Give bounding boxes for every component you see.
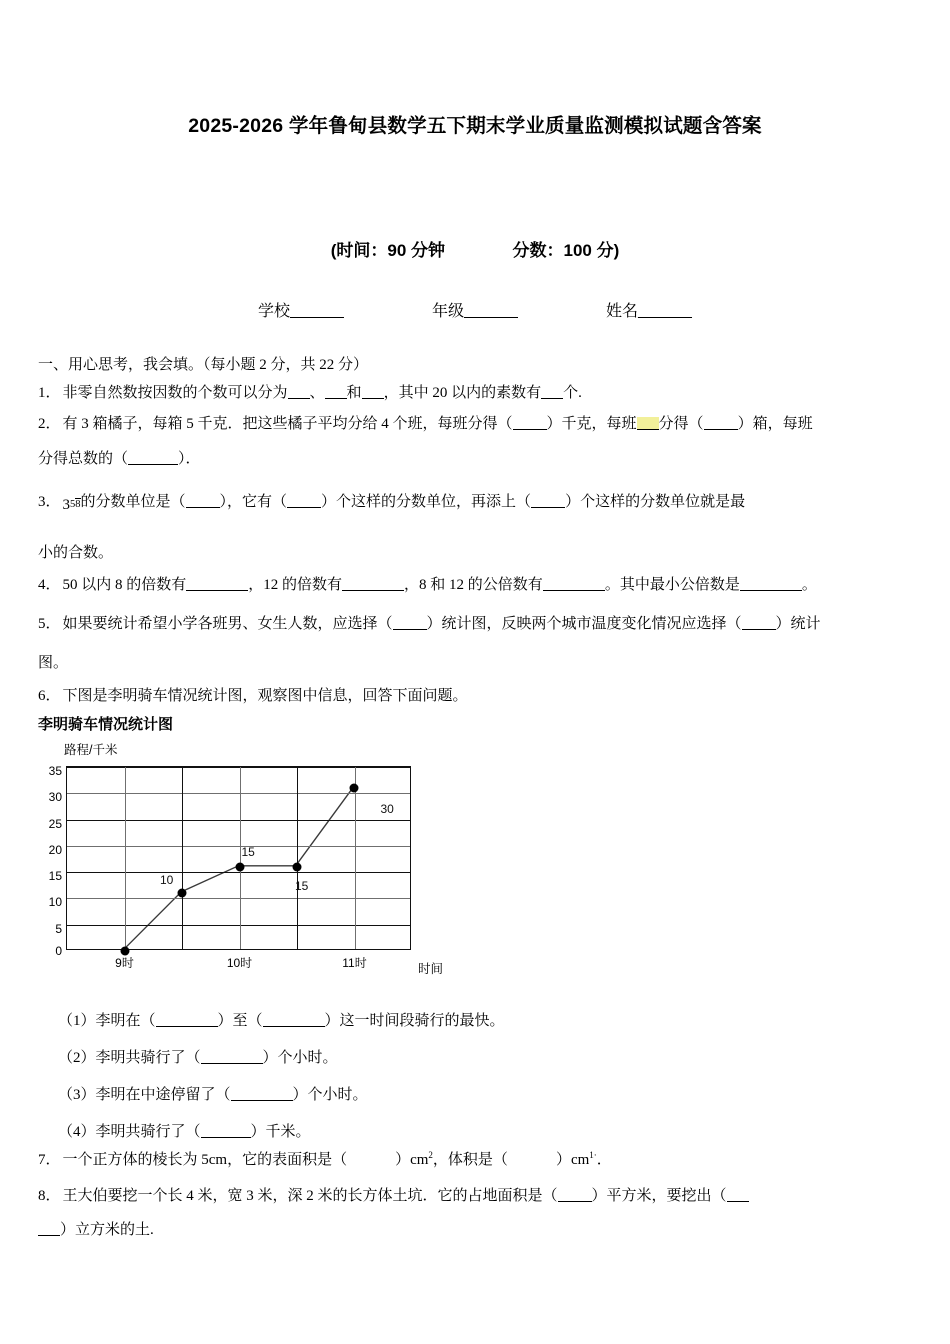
question-1-blank-2[interactable] [325,398,347,399]
question-8-text-a: 王大伯要挖一个长 4 米，宽 3 米，深 2 米的长方体土坑．它的占地面积是（ [62,1188,558,1204]
question-4-text-b: ，12 的倍数有 [248,577,343,593]
chart-gridline-v-1 [125,767,126,949]
question-3-blank-3[interactable] [531,507,565,508]
chart-gridline-h-10 [67,898,410,899]
question-5-text-c: ）统计 [775,616,821,632]
question-6-sub-4-number: （4） [58,1124,96,1140]
chart-data-label: 10 [159,873,174,888]
question-8-blank-2a[interactable] [727,1201,749,1202]
question-6-sub-1-text-b: ）至（ [217,1013,263,1029]
mixed-number [63,490,81,521]
question-6-sub-3-text-a: 李明在中途停留了（ [95,1087,231,1103]
fraction [70,499,81,510]
chart-ytick-35: 35 [48,764,62,778]
field-grade [432,298,518,321]
chart-gridline-v-3 [240,767,241,949]
field-school [258,298,344,321]
question-7-text-e: ． [596,1152,612,1168]
question-7-number: 7． [38,1152,61,1168]
question-2-line2 [38,444,918,475]
field-name-blank[interactable]: ______ [638,303,693,320]
question-4-text-e: 。 [801,577,817,593]
chart-ytick-20: 20 [48,842,62,857]
chart-data-point [120,947,129,956]
question-4-text-a: 50 以内 8 的倍数有 [62,577,187,593]
chart-x-axis-label: 时间 [418,962,444,976]
chart-data-point [177,889,186,898]
question-5-text-a: 如果要统计希望小学各班男、女生人数，应选择（ [62,616,393,632]
question-1 [38,378,918,409]
question-1-text-d: ，其中 20 以内的素数有 [383,385,542,401]
chart-xtick-2: 11时 [342,956,367,970]
chart-data-point [350,784,359,793]
question-3-blank-2[interactable] [287,507,321,508]
question-6-sub-1-blank-1[interactable] [156,1026,218,1027]
chart-ytick-10: 10 [48,895,62,910]
question-2 [38,409,918,440]
question-3-text-b: ），它有（ [219,494,288,510]
question-7-text-c: ，体积是（ [432,1152,508,1168]
field-name-label: 姓名 [606,303,639,320]
question-6-sub-3-text-b: ）个小时。 [292,1087,368,1103]
mixed-whole: 3 [62,497,71,514]
question-1-blank-4[interactable] [541,398,563,399]
question-1-text-b: 、 [309,385,325,401]
question-8-line2-text: ）立方米的土. [60,1222,154,1238]
question-2-line2-text-b: ）． [178,451,201,467]
question-4-blank-3[interactable] [543,590,605,591]
chart-gridline-v-5 [355,767,356,949]
section-heading: 一、用心思考，我会填。（每小题 2 分，共 22 分） [38,357,369,373]
question-7-text-b: ）cm [395,1152,429,1168]
question-5 [38,609,918,640]
question-6-sub-1-text-a: 李明在（ [95,1013,156,1029]
chart-line-path [67,767,410,949]
line-chart [38,740,458,990]
chart-ytick-15: 15 [48,869,62,884]
chart-ytick-0: 0 [55,944,62,958]
chart-data-label: 30 [380,802,394,817]
question-6-sub-3 [58,1080,918,1111]
question-8 [38,1181,918,1212]
chart-data-label: 15 [295,878,309,893]
question-8-blank-1[interactable] [558,1201,592,1202]
chart-gridline-h-30 [67,793,410,794]
chart-data-point [293,862,302,871]
question-6-sub-2 [58,1043,918,1074]
question-7-text-d: ）cm [555,1152,590,1168]
question-5-number: 5． [38,616,61,632]
question-1-blank-1[interactable] [288,398,310,399]
question-6-sub-4-text-b: ）千米。 [250,1124,311,1140]
question-6-sub-2-text-b: ）个小时。 [262,1050,338,1066]
question-5-blank-1[interactable] [393,629,427,630]
question-7-sup-2: 1· [589,1150,597,1160]
question-4 [38,570,918,601]
question-6 [38,681,918,712]
question-3-blank-1[interactable] [186,507,220,508]
field-name [606,298,692,321]
question-3-text-a: 的分数单位是（ [80,494,186,510]
question-3-number: 3． [38,494,61,510]
question-1-text-e: 个. [563,385,582,401]
chart-xtick-0: 9时 [115,956,134,970]
question-8-text-b: ）平方米，要挖出（ [591,1188,727,1204]
question-3-text-d: ）个这样的分数单位就是最 [565,494,746,510]
question-7 [38,1140,918,1176]
question-4-number: 4． [38,577,61,593]
question-6-sub-2-text-a: 李明共骑行了（ [95,1050,201,1066]
question-7-sup-1: 2 [428,1150,433,1160]
question-2-blank-2[interactable] [704,429,738,430]
question-8-blank-2b[interactable] [38,1235,60,1236]
question-1-text-c: 和 [346,385,362,401]
field-school-blank[interactable]: ______ [289,303,344,320]
question-4-text-c: ，8 和 12 的公倍数有 [404,577,543,593]
question-6-sub-1-blank-2[interactable] [263,1026,325,1027]
exam-meta [0,236,950,261]
question-6-sub-1 [58,1006,918,1037]
question-6-number: 6． [38,688,61,704]
question-1-text-a: 非零自然数按因数的个数可以分为 [62,385,288,401]
question-2-text-b: ）千克，每班 [546,416,637,432]
exam-score-label: 分数：100 分) [512,241,620,260]
chart-ytick-30: 30 [48,790,62,805]
chart-gridline-v-4 [297,767,298,949]
question-3-text-c: ）个这样的分数单位，再添上（ [321,494,532,510]
question-4-blank-4[interactable] [740,590,802,591]
chart-gridline-h-15 [67,872,410,873]
chart-ytick-5: 5 [55,921,62,936]
question-1-number: 1． [38,385,61,401]
chart-gridline-v-2 [182,767,183,949]
chart-gridline-h-20 [67,846,410,847]
page-title: 2025-2026 学年鲁甸县数学五下期末学业质量监测模拟试题含答案 [188,115,762,137]
question-1-blank-3[interactable] [362,398,384,399]
chart-plot-area [48,764,411,970]
question-3-line2: 小的合数。 [38,545,114,561]
question-6-sub-3-number: （3） [58,1087,96,1103]
question-7-text-a: 一个正方体的棱长为 5cm，它的表面积是（ [62,1152,348,1168]
question-2-blank-highlighted[interactable] [637,417,659,430]
chart-xtick-1: 10时 [226,956,253,970]
fraction-denominator: 8 [75,499,81,511]
question-2-blank-1[interactable] [513,429,547,430]
student-fields [0,298,950,321]
question-5-line2: 图。 [38,655,69,671]
question-6-sub-2-blank[interactable] [201,1063,263,1064]
chart-ytick-25: 25 [48,816,62,831]
field-grade-blank[interactable]: ______ [464,303,518,320]
field-grade-label: 年级 [431,303,464,320]
question-5-blank-2[interactable] [742,629,776,630]
question-2-blank-3[interactable] [128,464,178,465]
field-school-label: 学校 [257,303,290,320]
question-2-text-d: ）箱，每班 [737,416,813,432]
question-6-sub-3-blank[interactable] [231,1100,293,1101]
question-5-text-b: ）统计图，反映两个城市温度变化情况应选择（ [426,616,742,632]
question-6-sub-1-text-c: ）这一时间段骑行的最快。 [324,1013,505,1029]
chart-data-point [235,862,244,871]
chart-gridline-h-5 [67,925,410,926]
question-6-text: 下图是李明骑车情况统计图，观察图中信息，回答下面问题。 [62,688,468,704]
question-4-blank-2[interactable] [342,590,404,591]
exam-time-label: (时间：90 分钟 [330,241,446,260]
question-6-sub-1-number: （1） [58,1013,96,1029]
question-8-line2 [38,1215,918,1246]
chart-y-axis-label: 路程/千米 [64,743,118,757]
chart-gridline-h-35 [67,767,410,768]
question-4-blank-1[interactable] [186,590,248,591]
question-8-number: 8． [38,1188,61,1204]
question-2-number: 2． [38,416,61,432]
chart-title: 李明骑车情况统计图 [38,716,174,733]
question-2-text-a: 有 3 箱橘子，每箱 5 千克．把这些橘子平均分给 4 个班，每班分得（ [62,416,513,432]
question-2-line2-text-a: 分得总数的（ [38,451,129,467]
chart-gridline-h-25 [67,820,410,821]
fraction-numerator: 5 [70,499,76,511]
chart-data-label: 15 [241,844,255,859]
question-2-text-c: 分得（ [658,416,704,432]
question-6-sub-4-text-a: 李明共骑行了（ [95,1124,201,1140]
question-3 [38,487,918,521]
question-6-sub-4-blank[interactable] [201,1137,251,1138]
question-6-sub-2-number: （2） [58,1050,96,1066]
question-4-text-d: 。其中最小公倍数是 [604,577,740,593]
